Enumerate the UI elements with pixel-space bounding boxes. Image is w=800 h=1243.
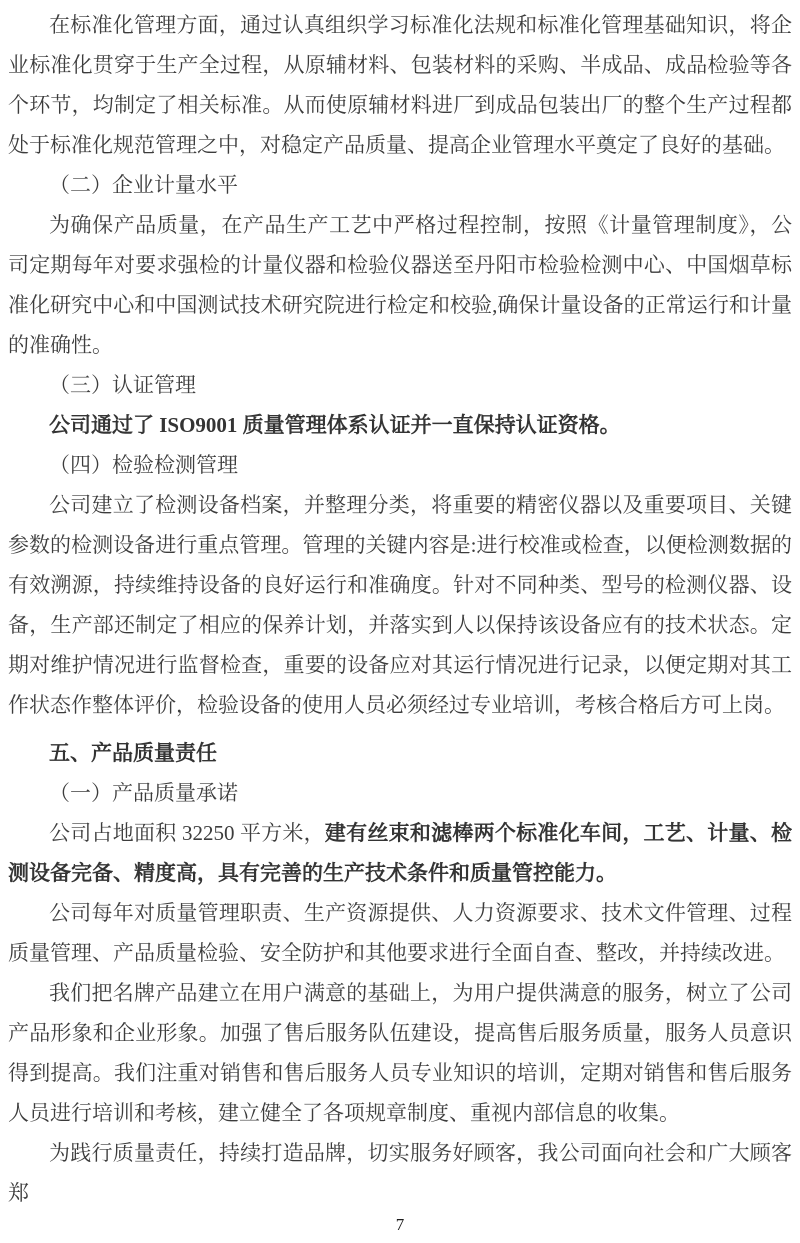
paragraph-quality-pledge-intro: 为践行质量责任，持续打造品牌，切实服务好顾客，我公司面向社会和广大顾客郑 xyxy=(8,1141,792,1205)
heading-product-quality-responsibility: 五、产品质量责任 xyxy=(49,741,217,765)
page-number: 7 xyxy=(395,1215,405,1234)
paragraph-metrology-detail: 为确保产品质量，在产品生产工艺中严格过程控制，按照《计量管理制度》，公司定期每年对要求强检的计量仪器和检验仪器送至丹阳市检验检测中心、中国烟草标准化研究中心和中国测试技术研究院进行检定和校验,确保计量设备的正常运行和计量的准确性。 xyxy=(8,213,792,357)
heading-certification-management: （三）认证管理 xyxy=(49,373,196,397)
paragraph-standardization-management: 在标准化管理方面，通过认真组织学习标准化法规和标准化管理基础知识，将企业标准化贯穿于生产全过程，从原辅材料、包装材料的采购、半成品、成品检验等各个环节，均制定了相关标准。从而使原辅材料进厂到成品包装出厂的整个生产过程都处于标准化规范管理之中，对稳定产品质量、提高企业管理水平奠定了良好的基础。 xyxy=(8,13,792,157)
paragraph-customer-satisfaction: 我们把名牌产品建立在用户满意的基础上，为用户提供满意的服务，树立了公司产品形象和企业形象。加强了售后服务队伍建设，提高售后服务质量，服务人员意识得到提高。我们注重对销售和售后服务人员专业知识的培训，定期对销售和售后服务人员进行培训和考核，建立健全了各项规章制度、重视内部信息的收集。 xyxy=(8,981,792,1125)
paragraph-company-facilities xyxy=(8,813,792,893)
paragraph-testing-equipment-detail: 公司建立了检测设备档案，并整理分类，将重要的精密仪器以及重要项目、关键参数的检测设备进行重点管理。管理的关键内容是:进行校准或检查，以便检测数据的有效溯源，持续维持设备的良好运行和准确度。针对不同种类、型号的检测仪器、设备，生产部还制定了相应的保养计划，并落实到人以保持该设备应有的技术状态。定期对维护情况进行监督检查，重要的设备应对其运行情况进行记录，以便定期对其工作状态作整体评价，检验设备的使用人员必须经过专业培训，考核合格后方可上岗。 xyxy=(8,493,792,717)
facilities-regular-text: 公司占地面积 32250 平方米， xyxy=(49,821,325,845)
heading-inspection-testing-management: （四）检验检测管理 xyxy=(49,453,238,477)
heading-product-quality-commitment: （一）产品质量承诺 xyxy=(49,781,238,805)
facilities-bold-text: 建有丝束和滤棒两个标准化车间，工艺、计量、检测设备完备、精度高，具有完善的生产技术条件和质量管控能力。 xyxy=(8,821,793,885)
paragraph-annual-self-inspection: 公司每年对质量管理职责、生产资源提供、人力资源要求、技术文件管理、过程质量管理、产品质量检验、安全防护和其他要求进行全面自查、整改，并持续改进。 xyxy=(8,901,792,965)
heading-enterprise-metrology: （二）企业计量水平 xyxy=(49,173,238,197)
paragraph-iso9001-statement: 公司通过了 ISO9001 质量管理体系认证并一直保持认证资格。 xyxy=(49,413,621,437)
